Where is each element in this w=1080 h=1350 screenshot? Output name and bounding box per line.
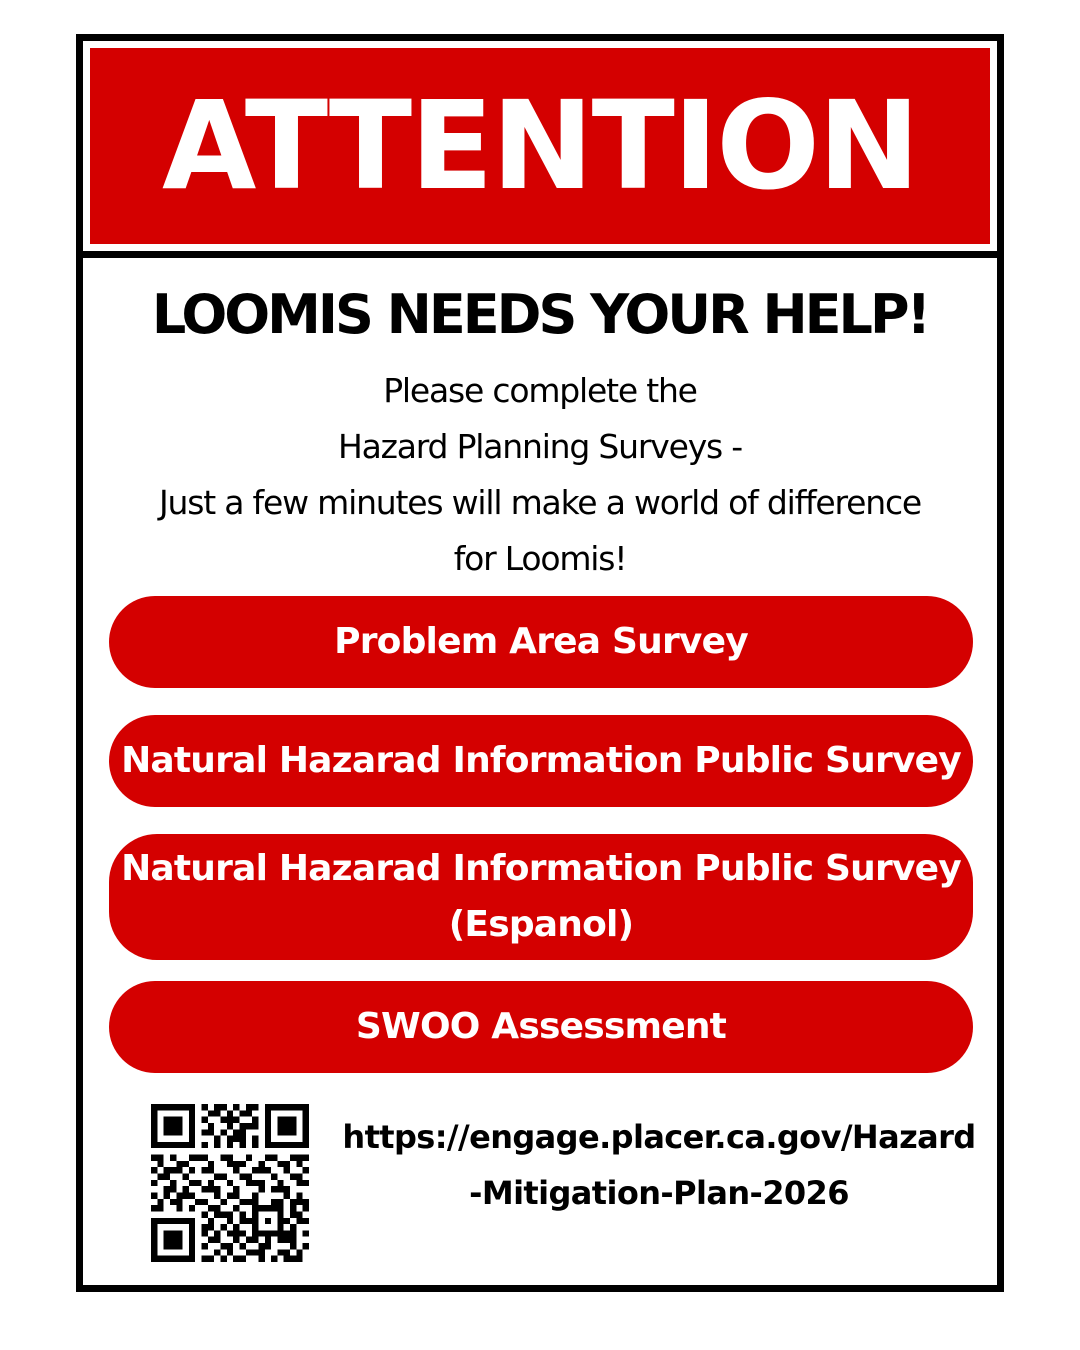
intro-line: Please complete the (383, 371, 697, 410)
problem-area-survey-button[interactable] (109, 596, 973, 688)
banner-divider (83, 251, 997, 258)
button-label: Natural Hazarad Information Public Survey (121, 848, 961, 889)
intro-text (63, 363, 1017, 587)
attention-banner (83, 41, 997, 251)
button-label: Problem Area Survey (334, 621, 748, 662)
url-line: -Mitigation-Plan-2026 (469, 1174, 849, 1212)
attention-title: ATTENTION (161, 75, 919, 217)
poster-frame (76, 34, 1004, 1292)
intro-line: for Loomis! (453, 539, 627, 578)
headline: LOOMIS NEEDS YOUR HELP! (151, 283, 929, 346)
button-label: SWOO Assessment (355, 1006, 727, 1047)
natural-hazard-survey-button[interactable] (109, 715, 973, 807)
qr-code-icon[interactable] (151, 1104, 309, 1262)
natural-hazard-survey-espanol-button[interactable] (109, 834, 973, 960)
intro-line: Just a few minutes will make a world of difference (158, 483, 922, 522)
intro-line: Hazard Planning Surveys - (337, 427, 743, 466)
button-label: Natural Hazarad Information Public Survey (121, 740, 961, 781)
survey-url-link[interactable] (339, 1109, 979, 1221)
button-label: (Espanol) (448, 904, 634, 945)
swoo-assessment-button[interactable] (109, 981, 973, 1073)
url-line: https://engage.placer.ca.gov/Hazard (342, 1118, 976, 1156)
